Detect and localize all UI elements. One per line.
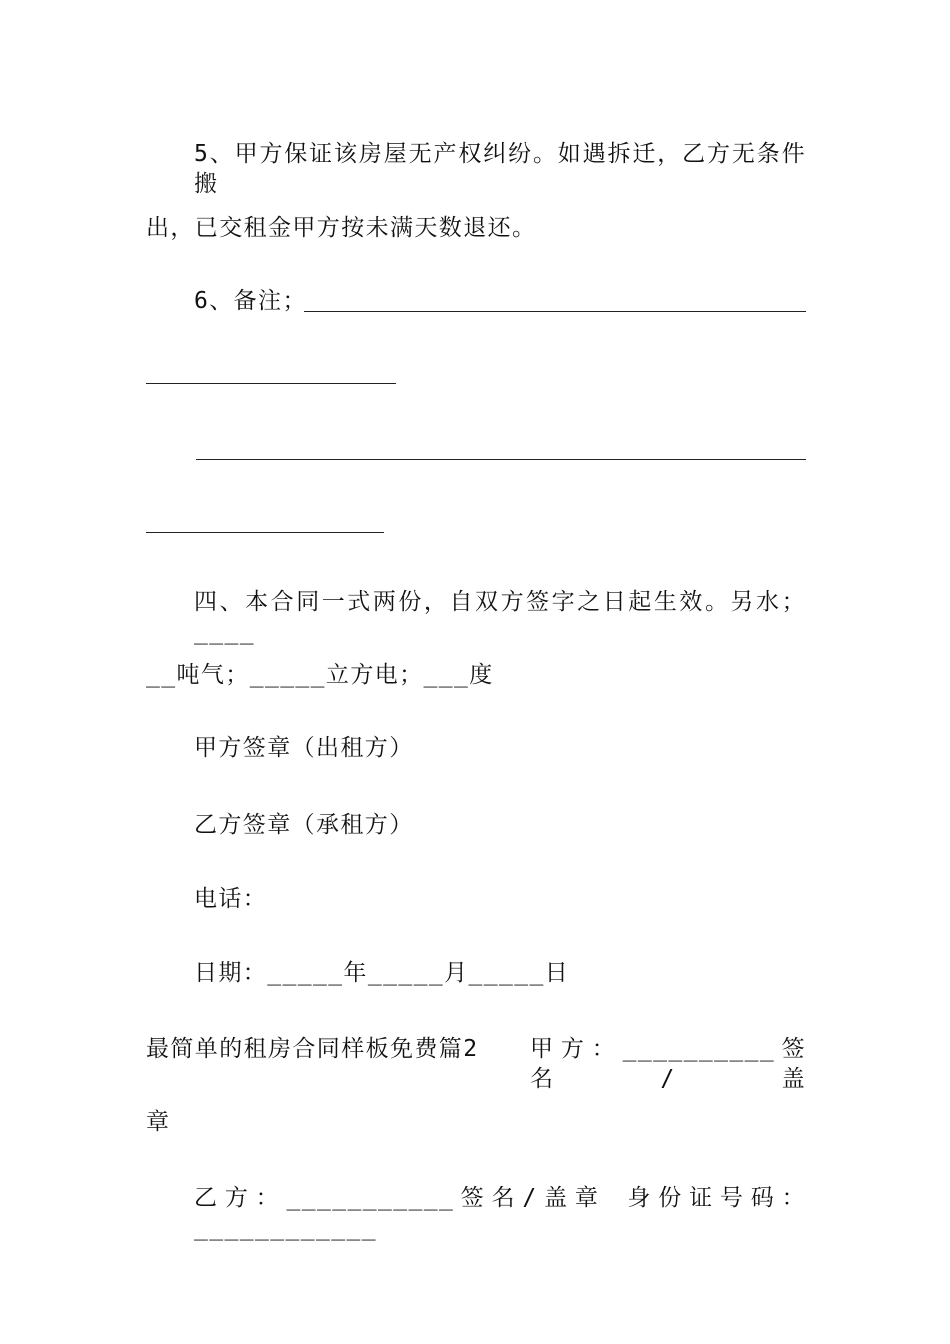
date-line: 日期：_____年_____月_____日 (194, 960, 570, 986)
clause-6-label: 6、备注； (194, 288, 307, 314)
remarks-blank-line-2 (146, 383, 396, 384)
party-b-line: 乙方：___________签名/盖章 身份证号码：____________ (194, 1185, 806, 1241)
party-a-line-continued: 章 (146, 1109, 171, 1135)
landlord-signature-label: 甲方签章（出租方） (194, 735, 414, 761)
clause-5-line-1: 5、甲方保证该房屋无产权纠纷。如遇拆迁，乙方无条件搬 (194, 141, 806, 197)
clause-4-line-1: 四、本合同一式两份，自双方签字之日起生效。另水；____ (194, 589, 806, 645)
clause-5-line-2: 出，已交租金甲方按未满天数退还。 (146, 215, 537, 241)
phone-label: 电话： (194, 886, 268, 912)
remarks-blank-line-3 (196, 459, 806, 460)
party-a-line: 甲方：__________签名/盖 (530, 1036, 806, 1092)
remarks-blank-line-4 (146, 532, 384, 533)
tenant-signature-label: 乙方签章（承租方） (194, 812, 414, 838)
remarks-blank-line-1 (304, 311, 806, 312)
section-2-title: 最简单的租房合同样板免费篇2 (146, 1036, 479, 1062)
clause-4-line-2: __吨气；_____立方电；___度 (146, 662, 494, 688)
